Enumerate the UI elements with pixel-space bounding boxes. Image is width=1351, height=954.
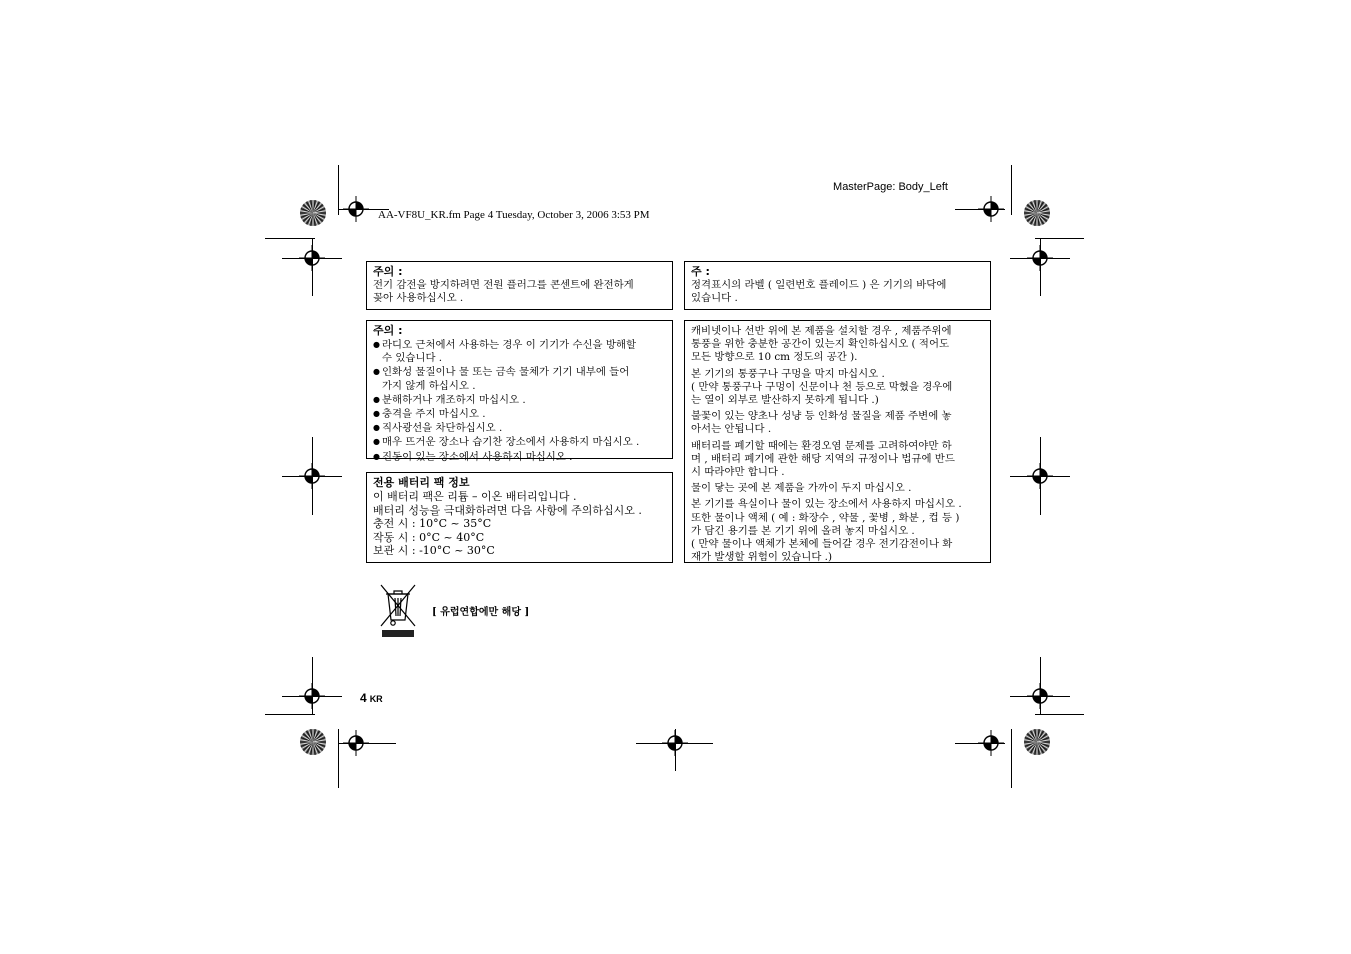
caution-box-usage (366, 320, 673, 463)
caution-heading: 주의 : (373, 324, 403, 337)
caution-text-line: 꽂아 사용하십시오 . (373, 292, 464, 305)
starburst-mark-icon (299, 199, 327, 227)
caution-bullet: ● 충격을 주지 마십시오 . (373, 407, 666, 421)
registration-mark-icon (662, 730, 688, 756)
caution-bullet: ● 매우 뜨거운 장소나 습기찬 장소에서 사용하지 마십시오 . (373, 435, 666, 449)
instruction-paragraph: 캐비넷이나 선반 위에 본 제품을 설치할 경우 , 제품주위에 통풍을 위한 충분한 공간이 있는지 확인하십시오 ( 적어도 모든 방향으로 10 cm 정도의 공간 ). (691, 325, 952, 364)
caution-bullet: ● 분해하거나 개조하지 마십시오 . (373, 393, 666, 407)
language-code: KR (369, 694, 383, 704)
registration-mark-icon (299, 683, 325, 709)
battery-info-heading: 전용 배터리 팩 정보 (373, 476, 470, 489)
instruction-paragraph: 본 기기를 욕실이나 물이 있는 장소에서 사용하지 마십시오 . 또한 물이나 액체 ( 예 : 화장수 , 약물 , 꽃병 , 화분 , 컵 등 ) 가 담긴 용기를 본 기기 위에 올려 놓지 마십시오 . ( 만약 물이나 액체가 본체에 들어갈 경우 전기감전이나 화 재가 발생할 위험이 있습니다 .) (691, 498, 962, 564)
battery-info-line: 작동 시 : 0°C ~ 40°C (373, 530, 485, 544)
registration-mark-icon (299, 463, 325, 489)
battery-info-line: 충전 시 : 10°C ~ 35°C (373, 517, 492, 531)
registration-mark-icon (299, 245, 325, 271)
note-box (684, 261, 991, 310)
caution-text-line: 전기 감전을 방지하려면 전원 플러그를 콘센트에 완전하게 (373, 279, 634, 291)
registration-mark-icon (343, 196, 369, 222)
instruction-paragraph: 배터리를 폐기할 때에는 환경오염 문제를 고려하여야만 하 며 , 배터리 폐기에 관한 해당 지역의 규정이나 법규에 반드 시 따라야만 합니다 . (691, 439, 955, 479)
caution-bullet: ● 라디오 근처에서 사용하는 경우 이 기기가 수신을 방해할 수 있습니다 . (373, 338, 666, 365)
starburst-mark-icon (1023, 728, 1051, 756)
crossed-out-wheelie-bin-icon (378, 582, 418, 640)
registration-mark-icon (1027, 683, 1053, 709)
battery-info-box (366, 472, 673, 563)
registration-mark-icon (1027, 245, 1053, 271)
registration-mark-icon (343, 730, 369, 756)
instruction-paragraph: 본 기기의 통풍구나 구멍을 막지 마십시오 . ( 만약 통풍구나 구멍이 신문이나 천 등으로 막혔을 경우에 는 열이 외부로 발산하지 못하게 됩니다 .) (691, 367, 953, 407)
page-number: 4 KR (360, 691, 383, 705)
caution-box-power (366, 261, 673, 310)
master-page-label: MasterPage: Body_Left (833, 181, 948, 193)
note-text-line: 정격표시의 라벨 ( 일련번호 플레이드 ) 은 기기의 바닥에 (691, 279, 947, 291)
instruction-paragraph: 물이 닿는 곳에 본 제품을 가까이 두지 마십시오 . (691, 482, 912, 495)
caution-bullet: ● 인화성 물질이나 물 또는 금속 물체가 기기 내부에 들어 가지 않게 하십시오 . (373, 365, 666, 392)
file-info: AA-VF8U_KR.fm Page 4 Tuesday, October 3, 2006 3:53 PM (378, 209, 650, 221)
caution-bullet: ● 진동이 있는 장소에서 사용하지 마십시오 . (373, 450, 666, 464)
note-text-line: 있습니다 . (691, 292, 738, 305)
registration-mark-icon (978, 196, 1004, 222)
battery-info-line: 이 배터리 팩은 리튬 – 이온 배터리입니다 . (373, 490, 577, 503)
starburst-mark-icon (1023, 199, 1051, 227)
starburst-mark-icon (299, 728, 327, 756)
caution-bullet: ● 직사광선을 차단하십시오 . (373, 421, 666, 435)
eu-only-label: [ 유럽연합에만 해당 ] (432, 607, 530, 618)
instruction-paragraph: 불꽃이 있는 양초나 성냥 등 인화성 물질을 제품 주변에 놓 아서는 안됩니다 . (691, 410, 952, 436)
note-heading: 주 : (691, 265, 710, 278)
registration-mark-icon (1027, 463, 1053, 489)
battery-info-line: 배터리 성능을 극대화하려면 다음 사항에 주의하십시오 . (373, 503, 642, 517)
battery-info-line: 보관 시 : -10°C ~ 30°C (373, 544, 495, 558)
caution-heading: 주의 : (373, 265, 403, 278)
registration-mark-icon (978, 730, 1004, 756)
safety-instructions-box (684, 320, 991, 563)
